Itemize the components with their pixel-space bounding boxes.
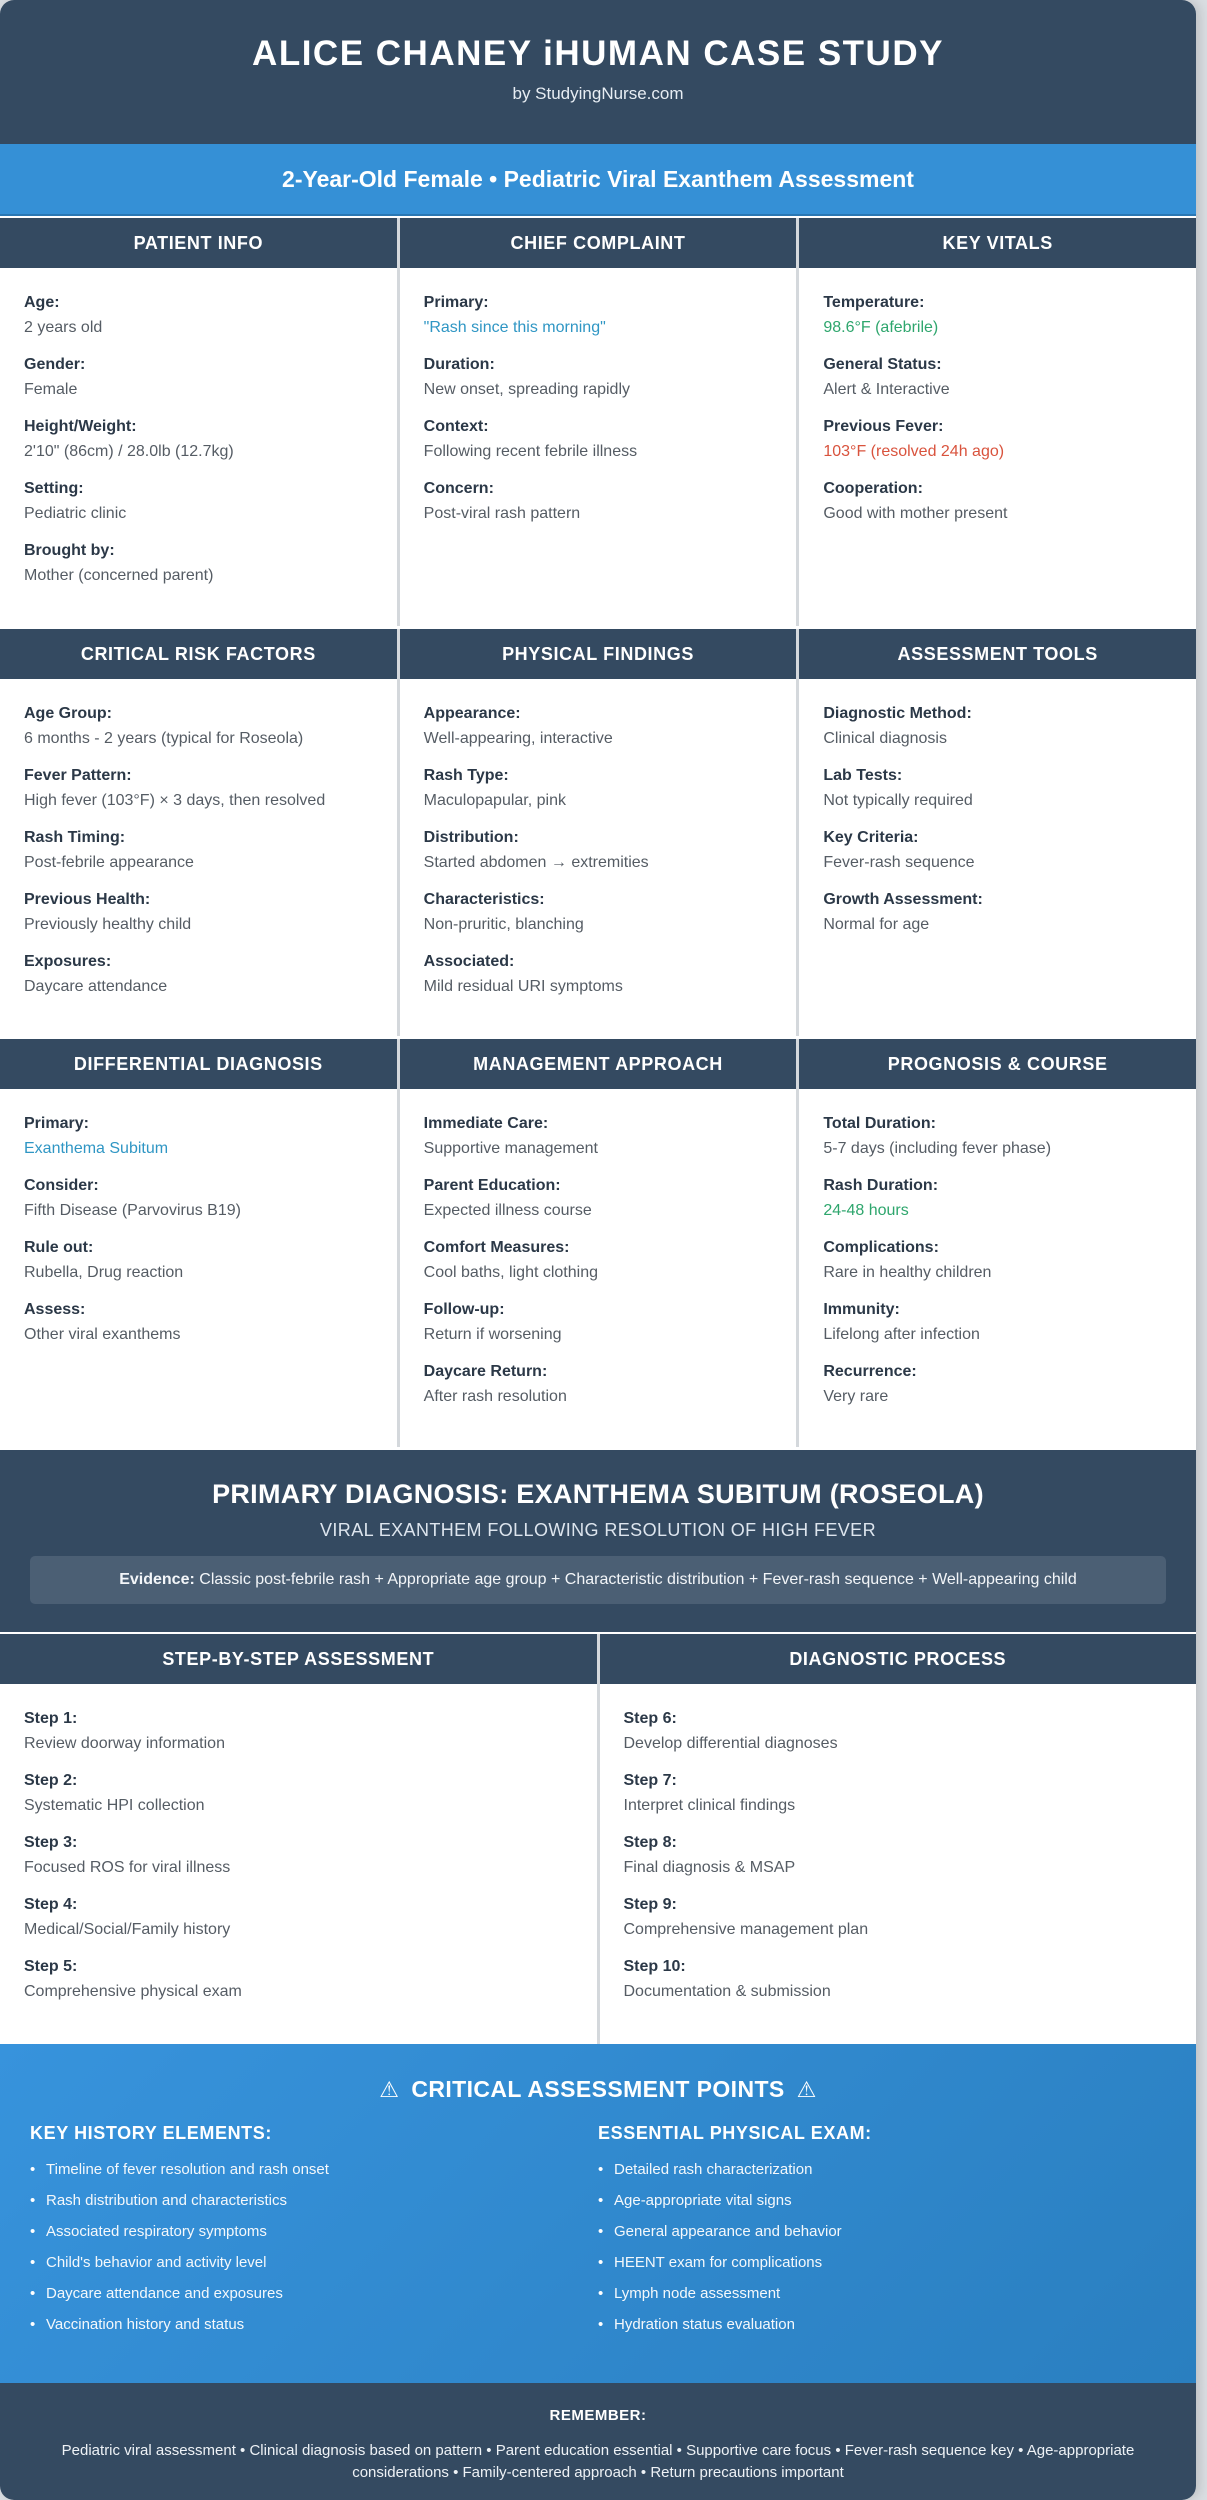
field-brought-by [24, 539, 373, 589]
field-value: Mother (concerned parent) [24, 567, 214, 584]
field-label: Consider: [24, 1177, 99, 1194]
field-value: Very rare [823, 1388, 889, 1405]
field-label: Step 5: [24, 1958, 78, 1975]
field-label: Step 6: [623, 1710, 677, 1727]
field-label: Immediate Care: [423, 1115, 549, 1132]
field-label: Daycare Return: [423, 1363, 548, 1380]
field-rule-out [24, 1236, 373, 1286]
field-label: Previous Fever: [823, 418, 944, 435]
field-label: Fever Pattern: [24, 767, 132, 784]
field-fever-pattern [24, 764, 373, 814]
section-patient-info [0, 218, 397, 626]
field-daycare-return [424, 1360, 773, 1410]
primary-diagnosis-title: PRIMARY DIAGNOSIS: EXANTHEMA SUBITUM (ROSEOLA) [212, 1479, 984, 1509]
critical-title-text: CRITICAL ASSESSMENT POINTS [411, 2076, 785, 2102]
field-concern [424, 477, 773, 527]
field-setting [24, 477, 373, 527]
field-value: Rare in healthy children [823, 1264, 992, 1281]
field-value: Exanthema Subitum [24, 1140, 169, 1157]
field-value: 5-7 days (including fever phase) [823, 1140, 1052, 1157]
field-cooperation [823, 477, 1172, 527]
field-value: 24-48 hours [823, 1202, 909, 1219]
page-title: ALICE CHANEY iHUMAN CASE STUDY [252, 34, 944, 73]
field-value: Final diagnosis & MSAP [623, 1859, 796, 1876]
evidence-text: Classic post-febrile rash + Appropriate age group + Characteristic distribution + Fever-rash sequence + Well-appearing child [199, 1571, 1077, 1588]
field-value: Comprehensive management plan [623, 1921, 869, 1938]
field-rash-type [424, 764, 773, 814]
field-value: Other viral exanthems [24, 1326, 181, 1343]
field-value: 103°F (resolved 24h ago) [823, 443, 1005, 460]
field-label: General Status: [823, 356, 942, 373]
field-general-status [823, 353, 1172, 403]
field-label: Age Group: [24, 705, 112, 722]
section-assessment-tools [799, 629, 1196, 1036]
field-parent-education [424, 1174, 773, 1224]
field-characteristics [424, 888, 773, 938]
field-value: Fifth Disease (Parvovirus B19) [24, 1202, 241, 1219]
section-body [799, 1089, 1196, 1447]
field-step-7 [624, 1769, 1173, 1819]
steps-row [0, 1634, 1196, 2044]
section-title: PATIENT INFO [0, 218, 397, 268]
physical-exam-list [598, 2154, 1166, 2340]
field-value: Documentation & submission [623, 1983, 831, 2000]
list-item: • Child's behavior and activity level [30, 2247, 598, 2278]
list-item: • General appearance and behavior [598, 2216, 1166, 2247]
field-growth-assessment [823, 888, 1172, 938]
field-value: Not typically required [823, 792, 973, 809]
field-label: Appearance: [423, 705, 521, 722]
field-value: Non-pruritic, blanching [423, 916, 584, 933]
field-label: Assess: [24, 1301, 86, 1318]
field-value: Comprehensive physical exam [24, 1983, 242, 2000]
field-step-5 [24, 1955, 573, 2005]
section-title: ASSESSMENT TOOLS [799, 629, 1196, 679]
field-assess [24, 1298, 373, 1348]
section-chief-complaint [400, 218, 797, 626]
field-context [424, 415, 773, 465]
field-label: Characteristics: [423, 891, 545, 908]
section-title: PHYSICAL FINDINGS [400, 629, 797, 679]
section-body [0, 1089, 397, 1447]
field-step-1 [24, 1707, 573, 1757]
field-value: After rash resolution [423, 1388, 567, 1405]
field-step-3 [24, 1831, 573, 1881]
field-label: Setting: [24, 480, 84, 497]
section-key-vitals [799, 218, 1196, 626]
list-item: • Associated respiratory symptoms [30, 2216, 598, 2247]
section-physical-findings [400, 629, 797, 1036]
field-label: Rash Type: [423, 767, 509, 784]
field-value: Good with mother present [823, 505, 1008, 522]
history-elements-list [30, 2154, 598, 2340]
field-step-2 [24, 1769, 573, 1819]
field-value: Female [24, 381, 78, 398]
field-appearance [424, 702, 773, 752]
field-value: Mild residual URI symptoms [423, 978, 623, 995]
field-step-9 [624, 1893, 1173, 1943]
field-value: Fever-rash sequence [823, 854, 975, 871]
warning-icon: ⚠ [796, 2077, 817, 2102]
field-key-criteria [823, 826, 1172, 876]
section-title: DIAGNOSTIC PROCESS [600, 1634, 1197, 1684]
field-label: Step 10: [623, 1958, 686, 1975]
list-item: • Age-appropriate vital signs [598, 2185, 1166, 2216]
field-previous-health [24, 888, 373, 938]
field-label: Rule out: [24, 1239, 94, 1256]
page-header [0, 0, 1196, 144]
field-label: Associated: [423, 953, 515, 970]
field-label: Duration: [423, 356, 495, 373]
list-item: • Timeline of fever resolution and rash onset [30, 2154, 598, 2185]
field-label: Concern: [423, 480, 494, 497]
section-body [400, 268, 797, 626]
list-item: • Vaccination history and status [30, 2309, 598, 2340]
field-lab-tests [823, 764, 1172, 814]
field-value: Post-viral rash pattern [423, 505, 581, 522]
field-value: Lifelong after infection [823, 1326, 980, 1343]
field-label: Recurrence: [823, 1363, 917, 1380]
evidence-label: Evidence: [119, 1571, 195, 1588]
field-rash-timing [24, 826, 373, 876]
field-value: Return if worsening [423, 1326, 562, 1343]
field-label: Rash Duration: [823, 1177, 939, 1194]
list-item: • Daycare attendance and exposures [30, 2278, 598, 2309]
field-distribution [424, 826, 773, 876]
field-step-8 [624, 1831, 1173, 1881]
field-label: Height/Weight: [24, 418, 137, 435]
section-title: STEP-BY-STEP ASSESSMENT [0, 1634, 597, 1684]
field-comfort-measures [424, 1236, 773, 1286]
field-immunity [823, 1298, 1172, 1348]
field-value: Medical/Social/Family history [24, 1921, 231, 1938]
field-duration [424, 353, 773, 403]
section-body [600, 1684, 1197, 2044]
remember-text: Pediatric viral assessment • Clinical diagnosis based on pattern • Parent education essential • Supportive care focus • Fever-rash sequence key • Age-appropriate considerations • Family-centered approach • Return precautions important [61, 2442, 1135, 2481]
field-label: Primary: [24, 1115, 89, 1132]
section-body [799, 268, 1196, 626]
remember-title: REMEMBER: [549, 2407, 647, 2424]
field-label: Primary: [423, 294, 489, 311]
field-label: Previous Health: [24, 891, 151, 908]
field-value: Expected illness course [423, 1202, 592, 1219]
field-step-10 [624, 1955, 1173, 2005]
byline: by StudyingNurse.com [512, 84, 684, 103]
field-value: Systematic HPI collection [24, 1797, 205, 1814]
field-label: Complications: [823, 1239, 939, 1256]
field-temperature [823, 291, 1172, 341]
case-subtitle-banner: 2-Year-Old Female • Pediatric Viral Exanthem Assessment [0, 144, 1196, 216]
field-label: Step 2: [24, 1772, 78, 1789]
physical-exam-column [598, 2123, 1166, 2340]
field-value: Post-febrile appearance [24, 854, 194, 871]
info-row-2 [0, 629, 1196, 1036]
section-differential-diagnosis [0, 1039, 397, 1447]
field-value: Interpret clinical findings [623, 1797, 796, 1814]
critical-columns [0, 2123, 1196, 2340]
field-recurrence [823, 1360, 1172, 1410]
field-total-duration [823, 1112, 1172, 1162]
field-primary [424, 291, 773, 341]
list-item: • Lymph node assessment [598, 2278, 1166, 2309]
evidence-box [30, 1556, 1166, 1604]
critical-assessment-section [0, 2044, 1196, 2383]
field-value: Normal for age [823, 916, 930, 933]
section-title: CHIEF COMPLAINT [400, 218, 797, 268]
field-value: Focused ROS for viral illness [24, 1859, 231, 1876]
info-row-3 [0, 1039, 1196, 1447]
section-title: MANAGEMENT APPROACH [400, 1039, 797, 1089]
section-critical-risk-factors [0, 629, 397, 1036]
field-value: 98.6°F (afebrile) [823, 319, 939, 336]
field-height-weight [24, 415, 373, 465]
section-body [799, 679, 1196, 1036]
warning-icon: ⚠ [379, 2077, 400, 2102]
field-associated [424, 950, 773, 1000]
field-age [24, 291, 373, 341]
field-consider [24, 1174, 373, 1224]
field-label: Diagnostic Method: [823, 705, 972, 722]
field-label: Key Criteria: [823, 829, 919, 846]
section-title: KEY VITALS [799, 218, 1196, 268]
list-item: • Hydration status evaluation [598, 2309, 1166, 2340]
section-body [400, 679, 797, 1036]
field-label: Rash Timing: [24, 829, 126, 846]
field-label: Temperature: [823, 294, 925, 311]
field-value: "Rash since this morning" [423, 319, 606, 336]
field-label: Distribution: [423, 829, 519, 846]
field-value: Review doorway information [24, 1735, 225, 1752]
section-diagnostic-process [600, 1634, 1197, 2044]
history-elements-title: KEY HISTORY ELEMENTS: [30, 2123, 272, 2143]
critical-assessment-title [0, 2076, 1196, 2103]
list-item: • Detailed rash characterization [598, 2154, 1166, 2185]
info-row-1 [0, 218, 1196, 626]
section-body [0, 679, 397, 1036]
section-body [0, 1684, 597, 2044]
field-value: 6 months - 2 years (typical for Roseola) [24, 730, 304, 747]
field-follow-up [424, 1298, 773, 1348]
field-label: Growth Assessment: [823, 891, 983, 908]
field-label: Context: [423, 418, 489, 435]
section-body [0, 268, 397, 626]
field-label: Step 8: [623, 1834, 677, 1851]
field-label: Step 3: [24, 1834, 78, 1851]
section-prognosis-course [799, 1039, 1196, 1447]
field-label: Comfort Measures: [423, 1239, 570, 1256]
section-step-by-step-assessment [0, 1634, 597, 2044]
field-label: Exposures: [24, 953, 112, 970]
field-label: Brought by: [24, 542, 115, 559]
field-label: Follow-up: [423, 1301, 505, 1318]
field-value: Following recent febrile illness [423, 443, 638, 460]
field-label: Immunity: [823, 1301, 900, 1318]
field-previous-fever [823, 415, 1172, 465]
field-rash-duration [823, 1174, 1172, 1224]
field-immediate-care [424, 1112, 773, 1162]
physical-exam-title: ESSENTIAL PHYSICAL EXAM: [598, 2123, 872, 2143]
field-label: Total Duration: [823, 1115, 936, 1132]
section-title: CRITICAL RISK FACTORS [0, 629, 397, 679]
field-value: High fever (103°F) × 3 days, then resolved [24, 792, 326, 809]
field-step-6 [624, 1707, 1173, 1757]
section-body [400, 1089, 797, 1447]
list-item: • HEENT exam for complications [598, 2247, 1166, 2278]
field-value: 2 years old [24, 319, 103, 336]
field-value: Develop differential diagnoses [623, 1735, 838, 1752]
field-label: Step 9: [623, 1896, 677, 1913]
section-title: DIFFERENTIAL DIAGNOSIS [0, 1039, 397, 1089]
field-label: Gender: [24, 356, 86, 373]
field-label: Step 7: [623, 1772, 677, 1789]
field-label: Step 4: [24, 1896, 78, 1913]
field-value: 2'10" (86cm) / 28.0lb (12.7kg) [24, 443, 234, 460]
section-title: PROGNOSIS & COURSE [799, 1039, 1196, 1089]
field-label: Cooperation: [823, 480, 923, 497]
field-value: Alert & Interactive [823, 381, 950, 398]
field-value: Rubella, Drug reaction [24, 1264, 184, 1281]
field-diagnostic-method [823, 702, 1172, 752]
field-label: Parent Education: [423, 1177, 561, 1194]
remember-footer [0, 2383, 1196, 2500]
field-value: Started abdomen → extremities [423, 854, 649, 871]
section-management-approach [400, 1039, 797, 1447]
list-item: • Rash distribution and characteristics [30, 2185, 598, 2216]
field-value: Pediatric clinic [24, 505, 127, 522]
field-step-4 [24, 1893, 573, 1943]
field-exposures [24, 950, 373, 1000]
field-value: Previously healthy child [24, 916, 192, 933]
field-value: Maculopapular, pink [423, 792, 566, 809]
history-elements-column [30, 2123, 598, 2340]
field-value: Clinical diagnosis [823, 730, 947, 747]
field-label: Lab Tests: [823, 767, 903, 784]
field-complications [823, 1236, 1172, 1286]
field-value: Cool baths, light clothing [423, 1264, 598, 1281]
field-value: New onset, spreading rapidly [423, 381, 631, 398]
field-value: Supportive management [423, 1140, 598, 1157]
field-primary [24, 1112, 373, 1162]
field-age-group [24, 702, 373, 752]
field-label: Step 1: [24, 1710, 78, 1727]
field-gender [24, 353, 373, 403]
primary-diagnosis-banner [0, 1450, 1196, 1632]
primary-diagnosis-subtitle: VIRAL EXANTHEM FOLLOWING RESOLUTION OF HIGH FEVER [319, 1520, 876, 1540]
field-label: Age: [24, 294, 60, 311]
field-value: Well-appearing, interactive [423, 730, 613, 747]
field-value: Daycare attendance [24, 978, 168, 995]
